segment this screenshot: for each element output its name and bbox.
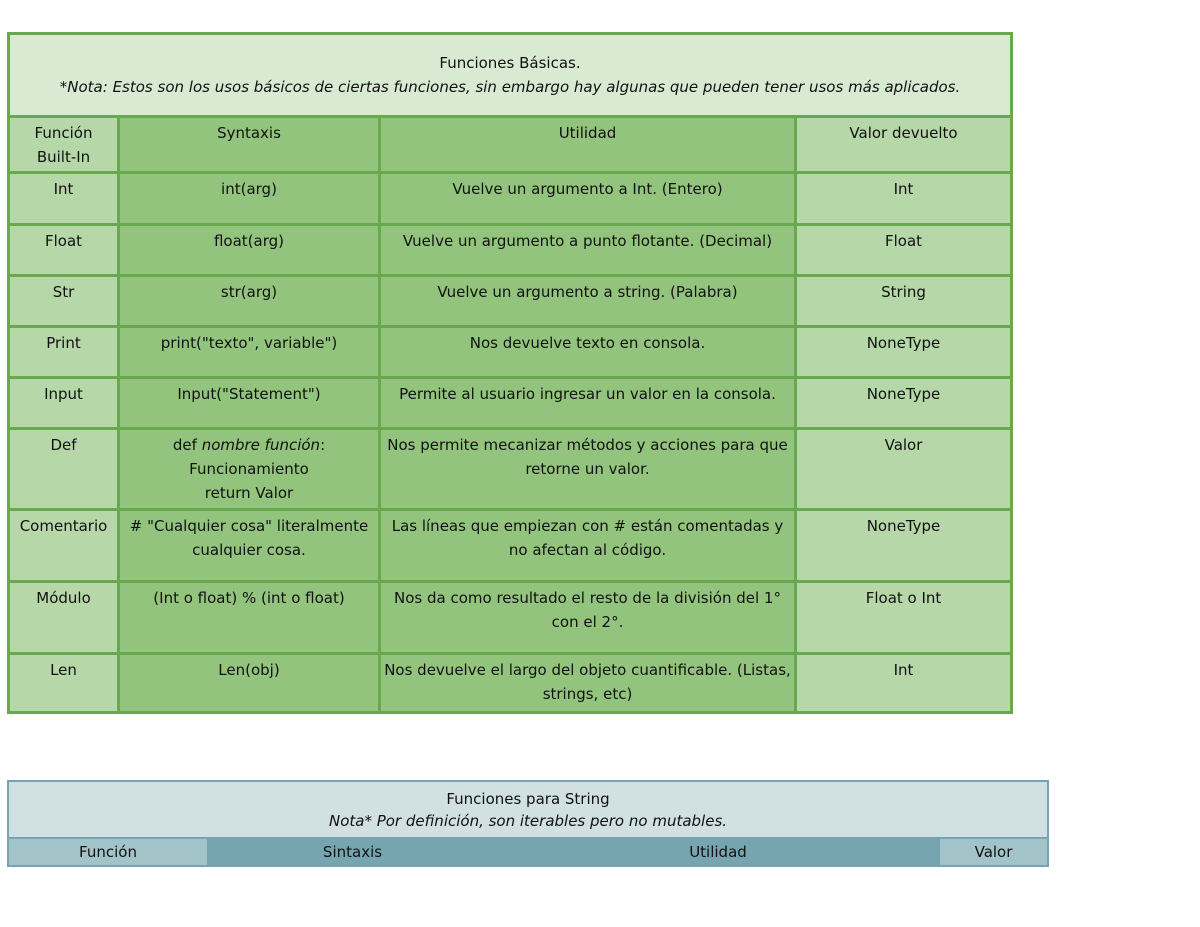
table-row: [9, 429, 1012, 510]
cell-syntax: Input("Statement"): [119, 378, 380, 429]
header-valor-devuelto: Valor devuelto: [796, 117, 1012, 173]
cell-func: Len: [9, 654, 119, 713]
def-syntax-line2: Funcionamiento: [189, 460, 309, 478]
cell-use: Nos devuelve el largo del objeto cuantificable. (Listas, strings, etc): [380, 654, 796, 713]
cell-return: Float o Int: [796, 582, 1012, 654]
def-syntax-line1: [123, 433, 375, 457]
cell-func: Módulo: [9, 582, 119, 654]
table2-header-sintaxis: Sintaxis: [208, 838, 497, 866]
cell-return: Valor: [796, 429, 1012, 510]
cell-syntax: [119, 429, 380, 510]
cell-use: Las líneas que empiezan con # están comentadas y no afectan al código.: [380, 510, 796, 582]
cell-syntax: str(arg): [119, 276, 380, 327]
table2-header-utilidad: Utilidad: [497, 838, 939, 866]
cell-return: Float: [796, 225, 1012, 276]
cell-use: Nos devuelve texto en consola.: [380, 327, 796, 378]
cell-func: Comentario: [9, 510, 119, 582]
header-syntaxis: Syntaxis: [119, 117, 380, 173]
table-row: [9, 173, 1012, 225]
cell-use: Vuelve un argumento a Int. (Entero): [380, 173, 796, 225]
cell-syntax: int(arg): [119, 173, 380, 225]
table2-title-cell: [8, 781, 1048, 838]
table-row: [9, 225, 1012, 276]
cell-func: Print: [9, 327, 119, 378]
cell-use: Nos da como resultado el resto de la división del 1° con el 2°.: [380, 582, 796, 654]
string-functions-table: [7, 780, 1049, 867]
cell-func: Input: [9, 378, 119, 429]
cell-return: NoneType: [796, 378, 1012, 429]
def-colon: :: [320, 436, 326, 454]
table2-note: Nota* Por definición, son iterables pero no mutables.: [328, 811, 728, 830]
cell-syntax: # "Cualquier cosa" literalmente cualquier cosa.: [119, 510, 380, 582]
cell-return: Int: [796, 173, 1012, 225]
cell-func: Int: [9, 173, 119, 225]
table-row: [9, 582, 1012, 654]
cell-syntax: float(arg): [119, 225, 380, 276]
cell-func: Def: [9, 429, 119, 510]
cell-syntax: (Int o float) % (int o float): [119, 582, 380, 654]
cell-use: Vuelve un argumento a string. (Palabra): [380, 276, 796, 327]
cell-use: Permite al usuario ingresar un valor en la consola.: [380, 378, 796, 429]
table-row: [9, 510, 1012, 582]
header-row: [9, 117, 1012, 173]
table2-header-row: [8, 838, 1048, 866]
table-title-cell: [9, 34, 1012, 117]
def-function-name: nombre función: [201, 436, 321, 454]
table2-title: Funciones para String: [446, 789, 610, 808]
table-row: [9, 276, 1012, 327]
table-row: [9, 327, 1012, 378]
header-utilidad: Utilidad: [380, 117, 796, 173]
table-row: [9, 378, 1012, 429]
cell-return: Int: [796, 654, 1012, 713]
basic-functions-table: [7, 32, 1013, 714]
def-syntax-line3: return Valor: [204, 484, 294, 502]
cell-func: Str: [9, 276, 119, 327]
cell-use: Vuelve un argumento a punto flotante. (Decimal): [380, 225, 796, 276]
table2-header-valor: Valor: [939, 838, 1048, 866]
table-title: Funciones Básicas.: [439, 54, 581, 72]
cell-use: Nos permite mecanizar métodos y acciones para que retorne un valor.: [380, 429, 796, 510]
cell-return: NoneType: [796, 327, 1012, 378]
cell-return: NoneType: [796, 510, 1012, 582]
def-keyword: def: [172, 436, 202, 454]
cell-syntax: Len(obj): [119, 654, 380, 713]
table2-header-funcion: Función: [8, 838, 208, 866]
table-row: [9, 654, 1012, 713]
cell-func: Float: [9, 225, 119, 276]
cell-return: String: [796, 276, 1012, 327]
cell-syntax: print("texto", variable"): [119, 327, 380, 378]
table-note: *Nota: Estos son los usos básicos de ciertas funciones, sin embargo hay algunas que pueden tener usos más aplicados.: [59, 78, 961, 96]
header-funcion: Función Built-In: [9, 117, 119, 173]
